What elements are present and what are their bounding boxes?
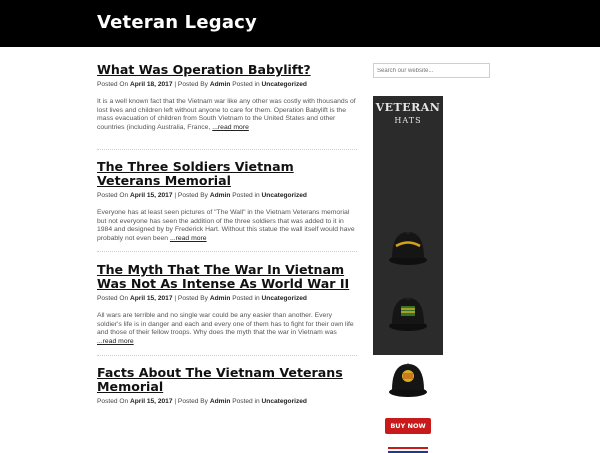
post-meta: Posted On April 15, 2017 | Posted By Admin Posted in Uncategorized: [97, 398, 307, 405]
post: [97, 263, 357, 347]
post-title-link[interactable]: The Myth That The War In Vietnam Was Not As Intense As World War II: [97, 262, 350, 291]
post-divider: [97, 149, 357, 150]
cap-icon: [387, 224, 429, 266]
post-author[interactable]: Admin: [209, 295, 231, 302]
post: [97, 160, 357, 244]
post-title-link[interactable]: Facts About The Vietnam Veterans Memorial: [97, 365, 343, 394]
post-category[interactable]: Uncategorized: [261, 192, 307, 199]
post-category[interactable]: Uncategorized: [261, 81, 307, 88]
site-title[interactable]: Veteran Legacy: [97, 12, 257, 33]
post-category[interactable]: Uncategorized: [261, 398, 307, 405]
flag-stripes-icon: [388, 447, 428, 453]
cap-icon: [387, 290, 429, 332]
ad-brand: VETEFEX: [390, 439, 426, 447]
post-author[interactable]: Admin: [209, 192, 231, 199]
post-author[interactable]: Admin: [209, 398, 231, 405]
post-meta: Posted On April 15, 2017 | Posted By Admin Posted in Uncategorized: [97, 192, 307, 199]
search-input[interactable]: [373, 63, 490, 78]
post-date: April 18, 2017: [130, 81, 173, 88]
post-title-link[interactable]: What Was Operation Babylift?: [97, 62, 311, 77]
post-excerpt: Everyone has at least seen pictures of "The Wall" in the Vietnam Veterans memorial but not everyone has seen the addition of the three soldiers that was added to it in 1984 and designed by by Frederick Hart. Without this statue the wall itself would have probably not even been ...read more: [97, 209, 355, 243]
post: [97, 63, 357, 133]
post-title-link[interactable]: The Three Soldiers Vietnam Veterans Memorial: [97, 159, 294, 188]
read-more-link[interactable]: ...read more: [212, 124, 249, 132]
post-divider: [97, 251, 357, 252]
post: [97, 366, 357, 406]
site-header: [0, 0, 600, 47]
post-divider: [97, 355, 357, 356]
post-excerpt: All wars are terrible and no single war could be any easier than another. Every soldier's life is in danger and each and every one of them has to fight for their own life and those of their fellow troops. Why does the myth that the war in Vietnam was ...read more: [97, 312, 354, 346]
read-more-link[interactable]: ...read more: [97, 338, 134, 346]
cap-icon: [387, 356, 429, 398]
post-date: April 15, 2017: [130, 192, 173, 199]
buy-now-button[interactable]: BUY NOW: [385, 418, 431, 434]
ad-title: VETERAN: [375, 101, 441, 114]
veteran-hats-ad-banner[interactable]: [373, 96, 443, 447]
post-meta: Posted On April 15, 2017 | Posted By Admin Posted in Uncategorized: [97, 295, 307, 302]
read-more-link[interactable]: ...read more: [169, 235, 207, 243]
post-meta: Posted On April 18, 2017 | Posted By Admin Posted in Uncategorized: [97, 81, 307, 88]
post-date: April 15, 2017: [130, 398, 173, 405]
post-author[interactable]: Admin: [209, 81, 231, 88]
post-category[interactable]: Uncategorized: [261, 295, 307, 302]
post-excerpt: It is a well known fact that the Vietnam war like any other was costly with thousands of lost lives and children left without anyone to care for them. Operation Babylift is the mass evacuation of children from South Vietnam to the United States and other countries (including Australia, France, ...read more: [97, 98, 356, 132]
post-date: April 15, 2017: [130, 295, 173, 302]
ad-subtitle: HATS: [394, 116, 422, 125]
